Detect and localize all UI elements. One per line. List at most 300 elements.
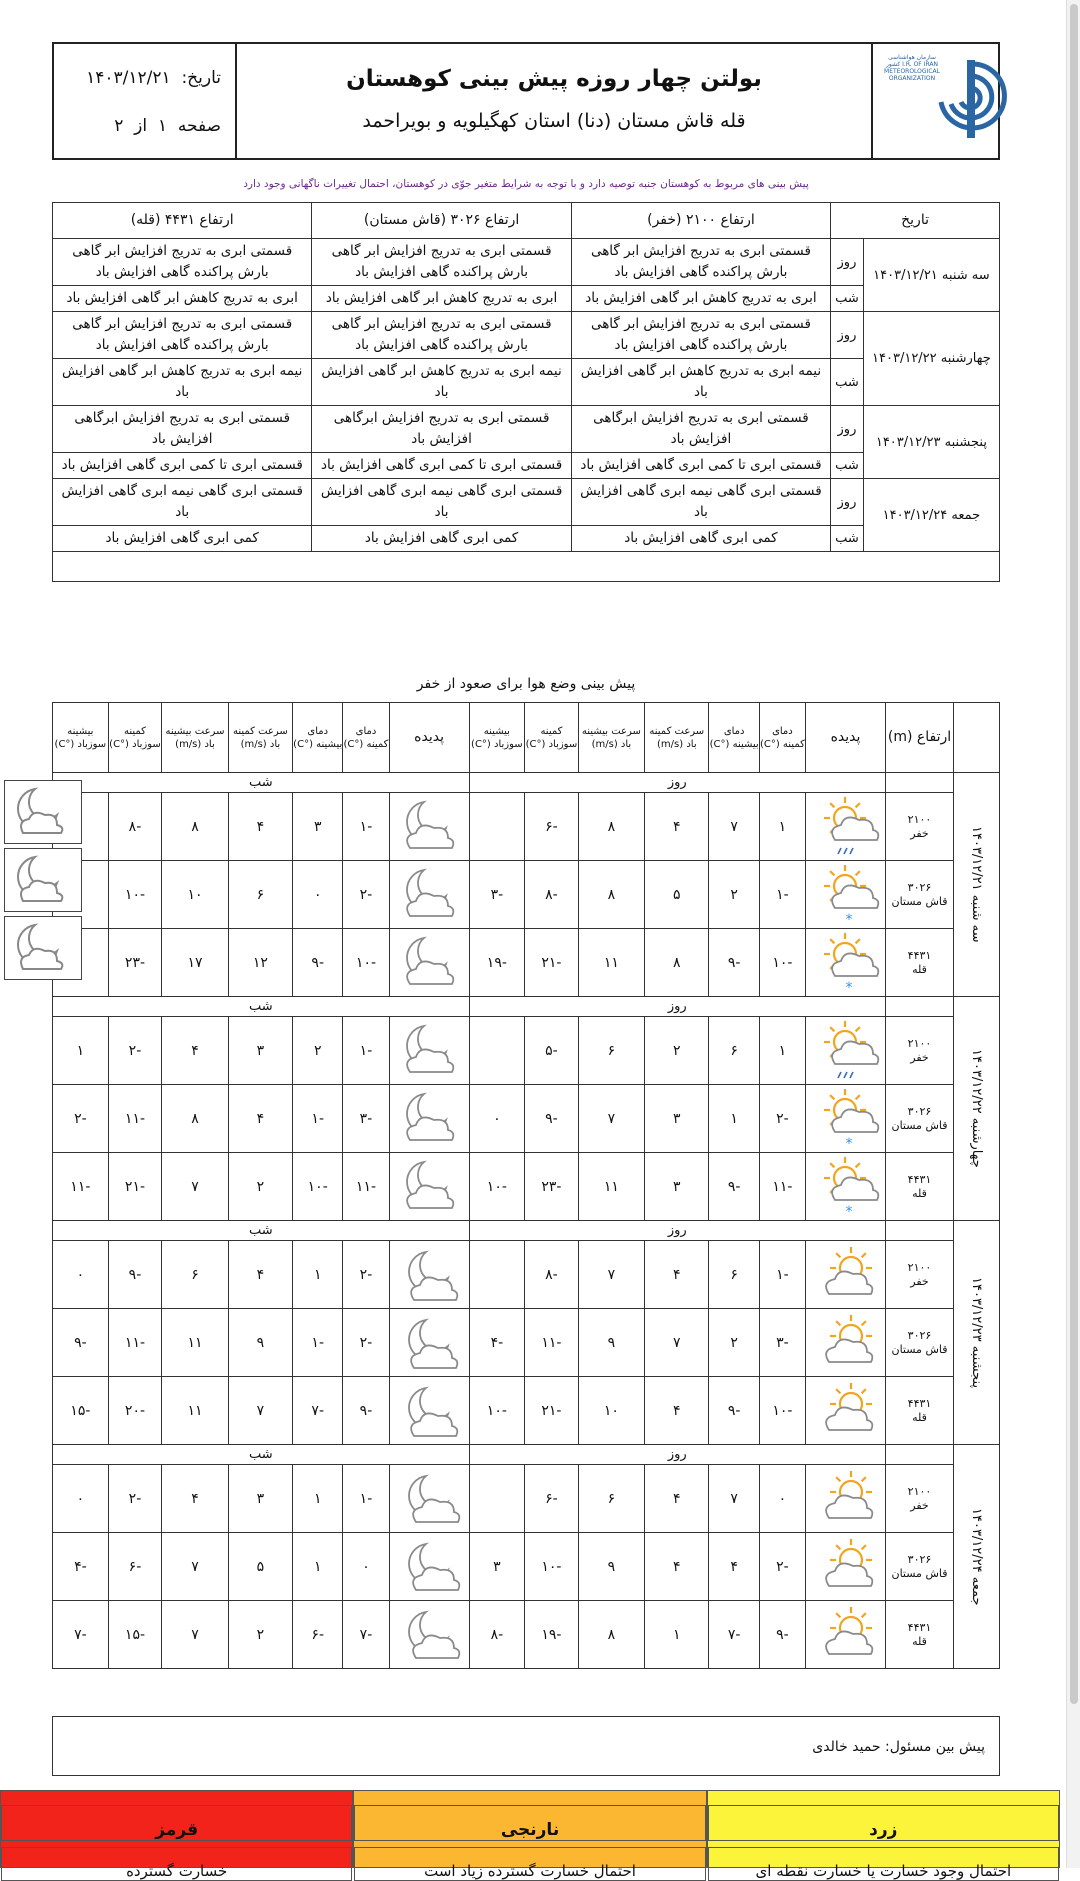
night-value-cell: -۱۰ — [108, 861, 162, 929]
day-value-cell — [469, 1241, 525, 1309]
forecast-text-cell: قسمتی ابری گاهی نیمه ابری گاهی افزایش باد — [571, 479, 830, 526]
logo-text: سازمان هواشناسی کشور I.R. OF IRAN METEOROLOGICAL ORGANIZATION — [884, 54, 940, 82]
forecast-text-cell: قسمتی ابری به تدریج افزایش ابر گاهی بارش پراکنده گاهی افزایش باد — [312, 239, 571, 286]
numeric-row — [53, 1465, 1000, 1533]
day-value-cell: ۱۱ — [578, 1153, 644, 1221]
day-value-cell: -۳ — [759, 1309, 805, 1377]
night-value-cell: -۸ — [108, 793, 162, 861]
night-value-cell: ۲ — [228, 1601, 292, 1669]
day-value-cell: -۱۰ — [759, 929, 805, 997]
day-value-cell: ۳ — [645, 1085, 709, 1153]
night-value-cell: ۰ — [343, 1533, 389, 1601]
header-day-phenomenon: پدیده — [806, 703, 886, 773]
numeric-row — [53, 1017, 1000, 1085]
bulletin-header — [52, 42, 1000, 160]
night-value-cell: ۷ — [228, 1377, 292, 1445]
place-name: خفر — [910, 1498, 929, 1512]
night-value-cell: -۲۱ — [108, 1153, 162, 1221]
day-value-cell: ۶ — [578, 1017, 644, 1085]
night-value-cell: -۳ — [343, 1085, 389, 1153]
empty-cell — [886, 773, 954, 793]
crescent-moon-icon — [389, 1241, 469, 1309]
numeric-row — [53, 1085, 1000, 1153]
warning-legend — [0, 1790, 1060, 1880]
elevation-cell — [886, 1601, 954, 1669]
responsible-name: حمید خالدی — [812, 1739, 881, 1755]
forecast-text-cell: ابری به تدریج کاهش ابر گاهی افزایش باد — [571, 286, 830, 312]
forecast-text-cell: نیمه ابری به تدریج کاهش ابر گاهی افزایش باد — [571, 359, 830, 406]
svg-text:*: * — [845, 1135, 852, 1152]
partly-cloudy-snow-icon — [806, 929, 886, 997]
night-value-cell: -۷ — [343, 1601, 389, 1669]
night-value-cell: -۲ — [53, 1085, 109, 1153]
responsible-label: پیش بین مسئول: — [885, 1739, 985, 1755]
day-value-cell: -۲۱ — [525, 929, 579, 997]
elevation-value: ۲۱۰۰ — [907, 812, 932, 826]
sun-cloud-icon — [806, 1533, 886, 1601]
night-value-cell: ۴ — [162, 1017, 228, 1085]
elevation-cell — [886, 1241, 954, 1309]
elevation-value: ۴۴۳۱ — [907, 1620, 932, 1634]
night-value-cell: ۷ — [162, 1153, 228, 1221]
header-date: تاریخ — [831, 203, 1000, 239]
elevation-cell — [886, 861, 954, 929]
night-value-cell: ۰ — [53, 1465, 109, 1533]
day-value-cell: ۴ — [645, 793, 709, 861]
night-value-cell: -۲ — [108, 1017, 162, 1085]
day-value-cell: -۸ — [469, 1601, 525, 1669]
elevation-cell — [886, 793, 954, 861]
night-value-cell: -۱ — [293, 1085, 343, 1153]
partly-cloudy-snow-icon — [806, 861, 886, 929]
night-value-cell: -۹ — [293, 929, 343, 997]
day-value-cell: -۶ — [525, 1465, 579, 1533]
day-value-cell: -۱۰ — [759, 1377, 805, 1445]
day-value-cell: -۸ — [525, 861, 579, 929]
place-name: قاش مستان — [891, 894, 948, 908]
elevation-value: ۴۴۳۱ — [907, 1396, 932, 1410]
elevation-value: ۳۰۲۶ — [907, 1104, 932, 1118]
night-value-cell: ۴ — [228, 793, 292, 861]
header-night-tmin: دمای کمینه (°C) — [343, 703, 389, 773]
empty-cell — [886, 1221, 954, 1241]
day-value-cell: ۹ — [578, 1533, 644, 1601]
forecast-date: پنجشنبه ۱۴۰۳/۱۲/۲۳ — [863, 406, 999, 479]
header-day-tmax: دمای بیشینه (°C) — [709, 703, 759, 773]
disclaimer-note: پیش بینی های مربوط به کوهستان جنبه توصیه دارد و با توجه به شرایط متغیر جوّی در کوهستان، احتمال تغییرات ناگهانی وجود دارد — [243, 178, 809, 190]
night-value-cell: ۱۲ — [228, 929, 292, 997]
place-name: قله — [912, 1410, 927, 1424]
night-label: شب — [53, 1221, 470, 1241]
day-value-cell: ۱۱ — [578, 929, 644, 997]
night-value-cell: -۲۳ — [108, 929, 162, 997]
partly-cloudy-snow-icon — [806, 1085, 886, 1153]
night-cloud-icon — [389, 1017, 469, 1085]
day-value-cell: ۶ — [709, 1241, 759, 1309]
night-value-cell: ۶ — [228, 861, 292, 929]
forecast-date: سه شنبه ۱۴۰۳/۱۲/۲۱ — [863, 239, 999, 312]
text-table-blank-row — [53, 552, 1000, 582]
night-value-cell: -۲۰ — [108, 1377, 162, 1445]
moon-cloud-icon — [389, 1465, 469, 1533]
elevation-value: ۴۴۳۱ — [907, 1172, 932, 1186]
day-value-cell: ۳ — [469, 1533, 525, 1601]
bulletin-subtitle: قله قاش مستان (دنا) استان کهگیلویه و بویراحمد — [362, 110, 746, 132]
day-value-cell: -۱۱ — [759, 1153, 805, 1221]
elevation-cell — [886, 1153, 954, 1221]
forecast-text-cell: قسمتی ابری به تدریج افزایش ابر گاهی بارش پراکنده گاهی افزایش باد — [571, 239, 830, 286]
crescent-moon-icon — [389, 1309, 469, 1377]
elevation-value: ۳۰۲۶ — [907, 1328, 932, 1342]
night-value-cell: ۸ — [162, 1085, 228, 1153]
day-value-cell: ۵ — [645, 861, 709, 929]
sun-cloud-icon — [806, 1465, 886, 1533]
legend-name: نارنجی — [354, 1805, 705, 1841]
header-night-tmax: دمای بیشینه (°C) — [293, 703, 343, 773]
night-value-cell: -۱۱ — [108, 1309, 162, 1377]
legend-yellow — [707, 1790, 1060, 1880]
night-value-cell: ۸ — [162, 793, 228, 861]
day-value-cell: -۱۰ — [469, 1153, 525, 1221]
svg-text:*: * — [845, 979, 852, 996]
header-night-wmax: سرعت بیشینه باد (m/s) — [162, 703, 228, 773]
forecast-text-cell: قسمتی ابری تا کمی ابری گاهی افزایش باد — [312, 453, 571, 479]
day-label: روز — [469, 1445, 885, 1465]
day-value-cell: ۳ — [645, 1153, 709, 1221]
header-day-tmin: دمای کمینه (°C) — [759, 703, 805, 773]
text-forecast-row — [53, 526, 1000, 552]
night-cloud-icon — [389, 929, 469, 997]
night-label: شب — [53, 1445, 470, 1465]
night-value-cell: -۱ — [343, 1017, 389, 1085]
numeric-row — [53, 1533, 1000, 1601]
night-value-cell: -۲ — [108, 1465, 162, 1533]
numeric-date: پنجشنبه ۱۴۰۳/۱۲/۲۳ — [954, 1221, 1000, 1445]
day-value-cell: -۲۳ — [525, 1153, 579, 1221]
date-value: ۱۴۰۳/۱۲/۲۱ — [86, 68, 171, 88]
night-value-cell: ۶ — [162, 1241, 228, 1309]
night-value-cell: ۲ — [293, 1017, 343, 1085]
day-value-cell: ۲ — [709, 1309, 759, 1377]
period-label: روز — [831, 239, 864, 286]
numeric-row — [53, 1377, 1000, 1445]
night-value-cell: -۱ — [343, 793, 389, 861]
sun-cloud-icon — [806, 1241, 886, 1309]
legend-red — [0, 1790, 353, 1880]
night-value-cell: ۱۱ — [162, 1377, 228, 1445]
day-value-cell: ۷ — [645, 1309, 709, 1377]
day-value-cell: ۴ — [645, 1533, 709, 1601]
night-value-cell: -۲ — [343, 1309, 389, 1377]
elevation-cell — [886, 929, 954, 997]
night-value-cell: ۱۱ — [162, 1309, 228, 1377]
text-forecast-row — [53, 312, 1000, 359]
day-value-cell: -۲ — [759, 1085, 805, 1153]
numeric-date: جمعه ۱۴۰۳/۱۲/۲۴ — [954, 1445, 1000, 1669]
empty-cell — [886, 1445, 954, 1465]
place-name: قله — [912, 1186, 927, 1200]
night-value-cell: ۱ — [53, 1017, 109, 1085]
sun-cloud-icon — [806, 1601, 886, 1669]
page-line — [54, 116, 221, 136]
numeric-date: چهارشنبه ۱۴۰۳/۱۲/۲۲ — [954, 997, 1000, 1221]
place-name: قاش مستان — [891, 1118, 948, 1132]
elevation-cell — [886, 1309, 954, 1377]
forecast-text-cell: قسمتی ابری به تدریج افزایش ابر گاهی بارش پراکنده گاهی افزایش باد — [571, 312, 830, 359]
scrollbar-thumb[interactable] — [1070, 4, 1078, 1704]
day-value-cell: -۷ — [709, 1601, 759, 1669]
night-value-cell: -۷ — [293, 1377, 343, 1445]
day-value-cell: ۱۰ — [578, 1377, 644, 1445]
elevation-value: ۴۴۳۱ — [907, 948, 932, 962]
day-value-cell: ۰ — [469, 1085, 525, 1153]
day-value-cell: ۸ — [578, 793, 644, 861]
place-name: خفر — [910, 1274, 929, 1288]
legend-name: زرد — [708, 1805, 1059, 1841]
day-value-cell: ۲ — [645, 1017, 709, 1085]
night-value-cell: -۶ — [108, 1533, 162, 1601]
day-value-cell: -۱۰ — [525, 1533, 579, 1601]
header-date-block — [54, 44, 237, 158]
header-title-block — [237, 44, 871, 158]
forecast-text-cell: قسمتی ابری به تدریج افزایش ابر گاهی بارش پراکنده گاهی افزایش باد — [53, 312, 312, 359]
period-label: روز — [831, 312, 864, 359]
day-value-cell: -۹ — [759, 1601, 805, 1669]
header-night-phenomenon: پدیده — [389, 703, 469, 773]
night-cloud-icon — [389, 861, 469, 929]
elevation-value: ۲۱۰۰ — [907, 1036, 932, 1050]
night-value-cell: ۳ — [228, 1017, 292, 1085]
day-label: روز — [469, 997, 885, 1017]
date-line — [54, 68, 221, 88]
svg-text:*: * — [845, 911, 852, 928]
day-value-cell: -۸ — [525, 1241, 579, 1309]
place-name: قله — [912, 962, 927, 976]
forecast-text-cell: کمی ابری گاهی افزایش باد — [571, 526, 830, 552]
header-day-wmax: سرعت بیشینه باد (m/s) — [578, 703, 644, 773]
night-value-cell: ۴ — [228, 1085, 292, 1153]
forecast-text-cell: قسمتی ابری تا کمی ابری گاهی افزایش باد — [53, 453, 312, 479]
numeric-table-title: پیش بینی وضع هوا برای صعود از خفر — [416, 676, 636, 692]
night-value-cell: ۱ — [293, 1241, 343, 1309]
elevation-cell — [886, 1533, 954, 1601]
day-value-cell: -۳ — [469, 861, 525, 929]
period-row — [53, 1445, 1000, 1465]
period-label: شب — [831, 453, 864, 479]
legend-name: قرمز — [1, 1805, 352, 1841]
day-value-cell — [469, 1017, 525, 1085]
day-value-cell: ۰ — [759, 1465, 805, 1533]
elevation-value: ۲۱۰۰ — [907, 1260, 932, 1274]
numeric-date: سه شنبه ۱۴۰۳/۱۲/۲۱ — [954, 773, 1000, 997]
forecast-text-cell: قسمتی ابری به تدریج افزایش ابرگاهی افزایش باد — [312, 406, 571, 453]
forecast-text-cell: نیمه ابری به تدریج کاهش ابر گاهی افزایش باد — [312, 359, 571, 406]
day-value-cell: -۶ — [525, 793, 579, 861]
night-cloud-icon — [389, 793, 469, 861]
header-2100: ارتفاع ۲۱۰۰ (خفر) — [571, 203, 830, 239]
day-value-cell: -۹ — [709, 1153, 759, 1221]
partly-cloudy-rain-icon — [806, 793, 886, 861]
forecast-text-cell: قسمتی ابری گاهی نیمه ابری گاهی افزایش باد — [53, 479, 312, 526]
day-value-cell: -۱۹ — [469, 929, 525, 997]
text-forecast-row — [53, 239, 1000, 286]
night-value-cell: ۱ — [293, 1465, 343, 1533]
text-forecast-row — [53, 286, 1000, 312]
day-value-cell: ۶ — [578, 1465, 644, 1533]
header-night-wcmax: بیشینه سوزباد (°C) — [53, 703, 109, 773]
page-current: ۱ — [157, 116, 168, 136]
numeric-row — [53, 1309, 1000, 1377]
legend-orange — [353, 1790, 706, 1880]
vertical-scrollbar[interactable] — [1066, 0, 1080, 1868]
night-value-cell: ۴ — [162, 1465, 228, 1533]
day-value-cell: ۴ — [645, 1465, 709, 1533]
elevation-cell — [886, 1377, 954, 1445]
text-table-header — [53, 203, 1000, 239]
night-value-cell: ۵ — [228, 1533, 292, 1601]
sun-cloud-icon — [806, 1309, 886, 1377]
day-value-cell: ۷ — [578, 1085, 644, 1153]
night-value-cell: ۱۰ — [162, 861, 228, 929]
header-night-wcmin: کمینه سوزباد (°C) — [108, 703, 162, 773]
numeric-row — [53, 1153, 1000, 1221]
day-value-cell: -۲ — [759, 1533, 805, 1601]
night-value-cell: ۰ — [293, 861, 343, 929]
night-value-cell: -۹ — [108, 1241, 162, 1309]
day-value-cell: ۴ — [645, 1241, 709, 1309]
night-value-cell: ۳ — [228, 1465, 292, 1533]
elevation-value: ۳۰۲۶ — [907, 1552, 932, 1566]
page-total: ۲ — [114, 116, 124, 136]
header-4431: ارتفاع ۴۴۳۱ (قله) — [53, 203, 312, 239]
header-night-wmin: سرعت کمینه باد (m/s) — [228, 703, 292, 773]
day-value-cell: -۴ — [469, 1309, 525, 1377]
period-row — [53, 773, 1000, 793]
responsible-forecaster — [52, 1716, 1000, 1776]
day-label: روز — [469, 773, 885, 793]
elevation-cell — [886, 1465, 954, 1533]
night-label: شب — [53, 997, 470, 1017]
forecast-text-cell: قسمتی ابری به تدریج افزایش ابر گاهی بارش پراکنده گاهی افزایش باد — [53, 239, 312, 286]
night-value-cell: -۱۵ — [108, 1601, 162, 1669]
place-name: قاش مستان — [891, 1566, 948, 1580]
legend-desc: احتمال وجود خسارت یا خسارت نقطه ای — [708, 1847, 1059, 1881]
bulletin-title: بولتن چهار روزه پیش بینی کوهستان — [346, 66, 762, 92]
numeric-row — [53, 1241, 1000, 1309]
day-value-cell: ۱ — [645, 1601, 709, 1669]
forecast-text-cell: نیمه ابری به تدریج کاهش ابر گاهی افزایش باد — [53, 359, 312, 406]
night-value-cell: -۱۱ — [343, 1153, 389, 1221]
forecast-text-cell: کمی ابری گاهی افزایش باد — [312, 526, 571, 552]
night-value-cell: -۱ — [293, 1309, 343, 1377]
day-value-cell: -۹ — [709, 1377, 759, 1445]
night-value-cell: ۷ — [162, 1533, 228, 1601]
place-name: قاش مستان — [891, 1342, 948, 1356]
day-value-cell: ۸ — [578, 861, 644, 929]
header-3026: ارتفاع ۳۰۲۶ (قاش مستان) — [312, 203, 571, 239]
day-value-cell: ۷ — [709, 793, 759, 861]
text-forecast-row — [53, 479, 1000, 526]
elevation-value: ۳۰۲۶ — [907, 880, 932, 894]
partly-cloudy-snow-icon — [806, 1153, 886, 1221]
sun-cloud-icon — [806, 1377, 886, 1445]
text-forecast-row — [53, 453, 1000, 479]
header-date-col — [954, 703, 1000, 773]
moon-cloud-icon — [389, 1601, 469, 1669]
legend-desc: احتمال خسارت گسترده زیاد است — [354, 1847, 705, 1881]
moon-cloud-icon — [389, 1533, 469, 1601]
night-value-cell: ۴ — [228, 1241, 292, 1309]
day-value-cell: -۱ — [759, 861, 805, 929]
svg-text:*: * — [845, 1203, 852, 1220]
numeric-row — [53, 861, 1000, 929]
day-value-cell — [469, 793, 525, 861]
elevation-cell — [886, 1017, 954, 1085]
side-night-cloud-icon — [4, 916, 82, 980]
day-value-cell: ۱ — [709, 1085, 759, 1153]
numeric-forecast-table — [52, 702, 1000, 1669]
night-value-cell: ۳ — [293, 793, 343, 861]
place-name: خفر — [910, 1050, 929, 1064]
day-value-cell: -۵ — [525, 1017, 579, 1085]
numeric-row — [53, 929, 1000, 997]
night-label: شب — [53, 773, 470, 793]
day-value-cell: ۱ — [759, 793, 805, 861]
forecast-text-cell: قسمتی ابری تا کمی ابری گاهی افزایش باد — [571, 453, 830, 479]
day-value-cell: ۶ — [709, 1017, 759, 1085]
forecast-text-cell: کمی ابری گاهی افزایش باد — [53, 526, 312, 552]
day-value-cell: -۲۱ — [525, 1377, 579, 1445]
night-value-cell: ۱۷ — [162, 929, 228, 997]
day-value-cell: -۹ — [709, 929, 759, 997]
night-value-cell: -۱۰ — [293, 1153, 343, 1221]
forecast-text-cell: قسمتی ابری به تدریج افزایش ابرگاهی افزایش باد — [571, 406, 830, 453]
period-label: شب — [831, 286, 864, 312]
day-value-cell: ۸ — [578, 1601, 644, 1669]
forecast-text-cell: ابری به تدریج کاهش ابر گاهی افزایش باد — [312, 286, 571, 312]
day-value-cell: -۱ — [759, 1241, 805, 1309]
forecast-text-cell: قسمتی ابری به تدریج افزایش ابرگاهی افزایش باد — [53, 406, 312, 453]
header-elevation: ارتفاع (m) — [886, 703, 954, 773]
night-value-cell: ۲ — [228, 1153, 292, 1221]
day-value-cell: ۴ — [709, 1533, 759, 1601]
day-value-cell: ۹ — [578, 1309, 644, 1377]
day-value-cell: ۸ — [645, 929, 709, 997]
logo — [871, 44, 998, 158]
forecast-text-cell: قسمتی ابری به تدریج افزایش ابر گاهی بارش پراکنده گاهی افزایش باد — [312, 312, 571, 359]
page-label: صفحه — [177, 116, 221, 136]
night-value-cell: -۱۱ — [108, 1085, 162, 1153]
night-value-cell: ۰ — [53, 1241, 109, 1309]
night-value-cell: ۷ — [162, 1601, 228, 1669]
forecast-date: چهارشنبه ۱۴۰۳/۱۲/۲۲ — [863, 312, 999, 406]
elevation-cell — [886, 1085, 954, 1153]
period-label: روز — [831, 406, 864, 453]
text-forecast-row — [53, 406, 1000, 453]
night-cloud-icon — [389, 1153, 469, 1221]
night-value-cell: -۶ — [293, 1601, 343, 1669]
header-day-wcmin: کمینه سوزباد (°C) — [525, 703, 579, 773]
night-value-cell: -۱ — [343, 1465, 389, 1533]
partly-cloudy-rain-icon — [806, 1017, 886, 1085]
night-value-cell: -۲ — [343, 861, 389, 929]
page-sep: از — [134, 116, 148, 136]
day-value-cell: -۹ — [525, 1085, 579, 1153]
night-value-cell: ۱ — [293, 1533, 343, 1601]
period-label: شب — [831, 526, 864, 552]
crescent-moon-icon — [389, 1377, 469, 1445]
night-value-cell: ۹ — [228, 1309, 292, 1377]
